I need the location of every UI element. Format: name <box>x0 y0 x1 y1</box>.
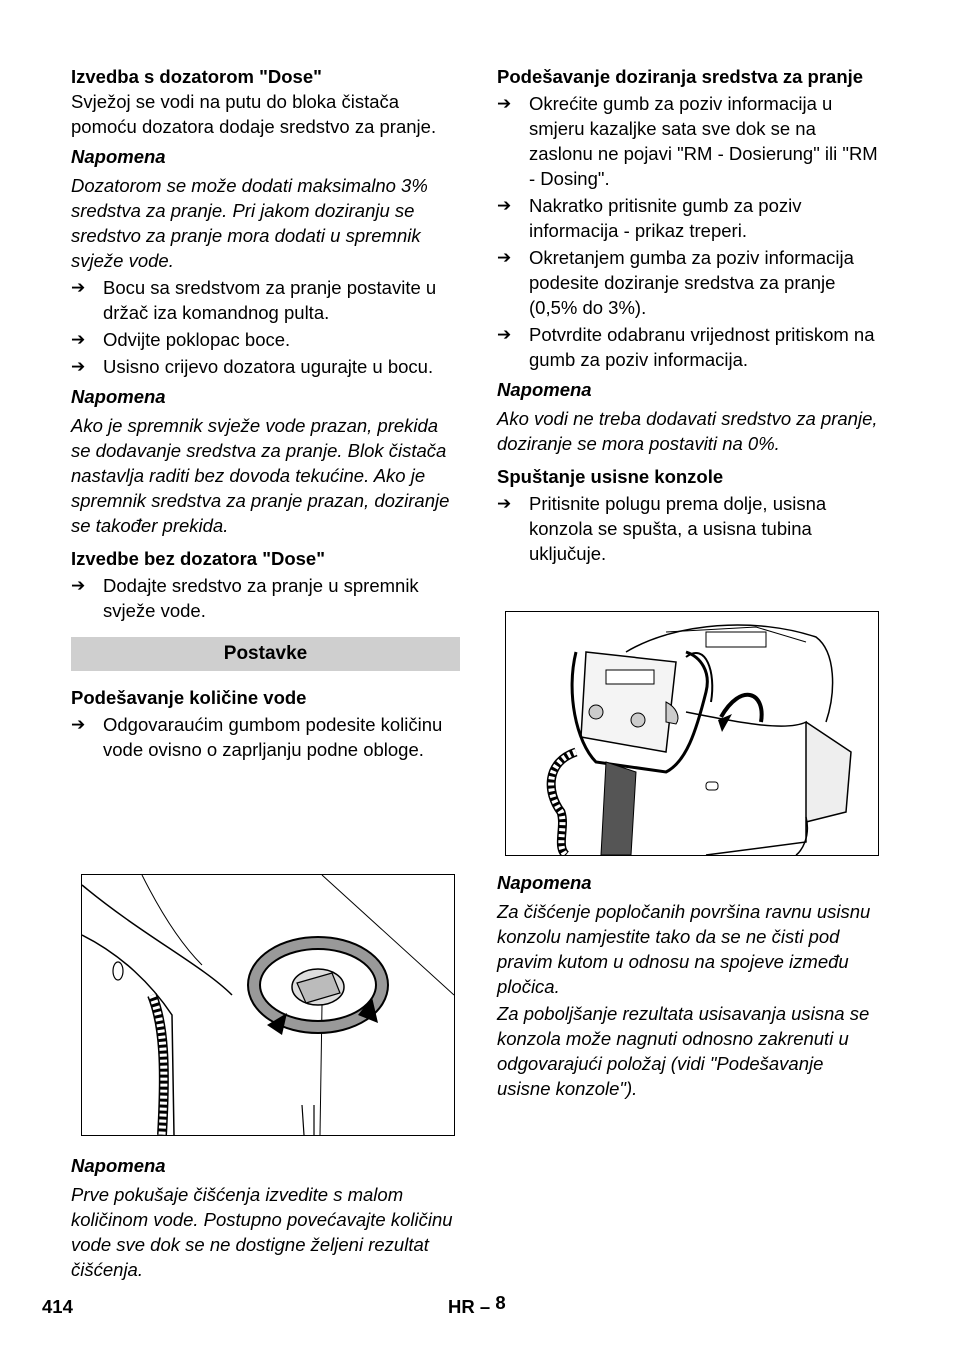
footer-dash: – <box>479 1296 491 1317</box>
arrow-icon: ➔ <box>71 330 86 349</box>
list-item: ➔ Nakratko pritisnite gumb za poziv informacija - prikaz treperi. <box>497 195 802 241</box>
note-text: Dozatorom se može dodati maksimalno 3% sredstva za pranje. Pri jakom doziranju se sredstvo za pranje mora dodati u spremnik svježe vode. <box>71 175 428 271</box>
arrow-icon: ➔ <box>497 248 512 267</box>
console-illustration <box>505 611 879 856</box>
arrow-icon: ➔ <box>71 278 86 297</box>
note-text: Za čišćenje popločanih površina ravnu usisnu konzolu namjestite tako da se ne čisti pod pravim kutom u odnosu na spojeve između pločica. <box>497 901 871 997</box>
paragraph: Svježoj se vodi na putu do bloka čistača pomoću dozatora dodaje sredstvo za pranje. <box>71 91 437 137</box>
list-item: ➔ Potvrdite odabranu vrijednost pritiskom na gumb za poziv informacija. <box>497 324 875 370</box>
right-column-bottom <box>497 865 881 1103</box>
footer-label <box>448 1292 506 1318</box>
arrow-icon: ➔ <box>71 357 86 376</box>
note-label: Napomena <box>497 379 592 400</box>
section-title: Podešavanje doziranja sredstva za pranje <box>497 66 864 87</box>
left-column-bottom <box>71 1148 461 1284</box>
list-item: ➔ Bocu sa sredstvom za pranje postavite u držač iza komandnog pulta. <box>71 277 437 323</box>
note-label: Napomena <box>71 1155 166 1176</box>
arrow-icon: ➔ <box>71 576 86 595</box>
note-label: Napomena <box>497 872 592 893</box>
arrow-icon: ➔ <box>497 325 512 344</box>
note-label: Napomena <box>71 146 166 167</box>
arrow-icon: ➔ <box>497 494 512 513</box>
page-number: 414 <box>42 1296 73 1317</box>
list-item: ➔ Okrećite gumb za poziv informacija u smjeru kazaljke sata sve dok se na zaslonu ne pojavi "RM - Dosierung" ili "RM - Dosing". <box>497 93 878 189</box>
section-title: Izvedbe bez dozatora "Dose" <box>71 548 325 569</box>
section-title: Spuštanje usisne konzole <box>497 466 724 487</box>
list-item: ➔ Odvijte poklopac boce. <box>71 329 291 350</box>
note-text: Ako vodi ne treba dodavati sredstvo za pranje, doziranje se mora postaviti na 0%. <box>497 408 878 454</box>
list-item: ➔ Okretanjem gumba za poziv informacija podesite doziranje sredstva za pranje (0,5% do 3%). <box>497 247 854 318</box>
language-code: HR <box>448 1296 475 1317</box>
list-item: ➔ Dodajte sredstvo za pranje u spremnik svježe vode. <box>71 575 419 621</box>
section-title: Izvedba s dozatorom "Dose" <box>71 66 322 87</box>
arrow-icon: ➔ <box>497 196 512 215</box>
left-column <box>71 64 461 764</box>
note-text: Prve pokušaje čišćenja izvedite s malom količinom vode. Postupno povećavajte količinu vode sve dok se ne dostigne željeni rezultat čišćenja. <box>71 1184 453 1280</box>
arrow-icon: ➔ <box>71 715 86 734</box>
arrow-icon: ➔ <box>497 94 512 113</box>
water-knob-illustration <box>81 874 455 1136</box>
footer-page-num: 8 <box>495 1292 506 1313</box>
note-text: Ako je spremnik svježe vode prazan, prekida se dodavanje sredstva za pranje. Blok čistača nastavlja raditi bez dovoda tekućine. Ako je spremnik sredstva za pranje prazan, doziranje se također prekida. <box>71 415 450 536</box>
note-text: Za poboljšanje rezultata usisavanja usisna se konzola može nagnuti odnosno zakrenuti u odgovarajući položaj (vidi "Podešavanje usisne konzole"). <box>497 1003 870 1099</box>
list-item: ➔ Usisno crijevo dozatora ugurajte u bocu. <box>71 356 434 377</box>
right-column <box>497 64 881 568</box>
list-item: ➔ Odgovaraućim gumbom podesite količinu vode ovisno o zaprljanju podne obloge. <box>71 714 443 760</box>
section-title: Podešavanje količine vode <box>71 687 307 708</box>
note-label: Napomena <box>71 386 166 407</box>
section-band: Postavke <box>71 637 460 671</box>
list-item: ➔ Pritisnite polugu prema dolje, usisna konzola se spušta, a usisna tubina uključuje. <box>497 493 827 564</box>
